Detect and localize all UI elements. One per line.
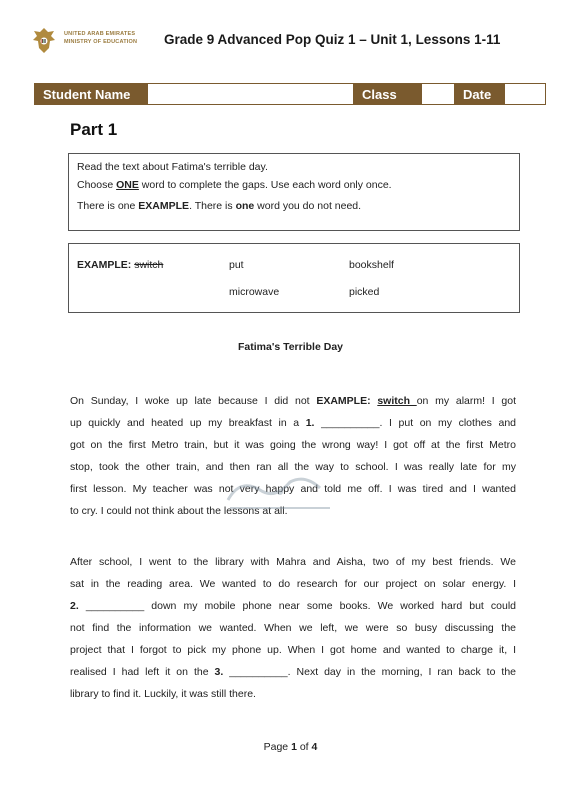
example-marker: EXAMPLE: xyxy=(316,395,371,407)
instructions-box xyxy=(68,153,520,231)
story-line xyxy=(70,390,516,412)
ministry-name xyxy=(64,30,137,46)
word-bank-item: microwave xyxy=(229,286,280,298)
example-label: EXAMPLE: xyxy=(77,259,132,271)
story-line: project that I forgot to pick my phone up. When I got home and wanted to charge it, I xyxy=(70,644,516,656)
story-line xyxy=(70,595,516,617)
gap-number: 3. xyxy=(214,666,224,678)
word-bank-box xyxy=(68,243,520,313)
story-line: sat in the reading area. We wanted to do research for our project on solar energy. I xyxy=(70,578,516,590)
class-field[interactable] xyxy=(421,84,454,104)
gap-number: 2. xyxy=(70,600,79,612)
instruction-text: There is one xyxy=(77,200,139,212)
page-number xyxy=(0,741,581,753)
text-run: realised I had left it on the xyxy=(70,666,215,678)
word-bank-item: picked xyxy=(349,286,380,298)
word-bank-item: put xyxy=(229,259,244,271)
example-entry xyxy=(77,259,163,271)
ministry-line-1: UNITED ARAB EMIRATES xyxy=(64,31,136,37)
document-title: Grade 9 Advanced Pop Quiz 1 – Unit 1, Lessons 1-11 xyxy=(164,32,501,47)
word-bank-item: bookshelf xyxy=(349,259,394,271)
story-line: first lesson. My teacher was not very happy and told me off. I was tired and I wanted xyxy=(70,483,516,495)
date-label: Date xyxy=(454,84,504,104)
story-line: not find the information we wanted. When we left, we were so busy discussing the xyxy=(70,622,516,634)
page-label: Page xyxy=(263,741,292,753)
instruction-line-1: Read the text about Fatima's terrible day. xyxy=(77,161,268,173)
document-header xyxy=(30,26,560,56)
story-line: After school, I went to the library with Mahra and Aisha, two of my best friends. We xyxy=(70,556,516,568)
current-page: 1 xyxy=(291,741,297,753)
date-field[interactable] xyxy=(504,84,545,104)
instruction-emphasis: one xyxy=(235,200,255,212)
gap-number: 1. xyxy=(305,417,315,429)
answer-gap: __________ down my mobile phone near some books. We worked hard but could xyxy=(78,600,516,612)
instruction-emphasis: ONE xyxy=(116,179,139,191)
instruction-text: . There is xyxy=(189,200,236,212)
example-word: switch xyxy=(134,259,164,271)
page-label: of xyxy=(296,741,312,753)
text-run: up quickly and heated up my breakfast in a xyxy=(70,417,306,429)
story-line xyxy=(70,661,516,683)
instruction-text: Choose xyxy=(77,179,117,191)
story-paragraph-2 xyxy=(70,551,516,705)
story-line: to cry. I could not think about the lessons at all. xyxy=(70,505,288,517)
student-info-bar xyxy=(34,83,546,105)
story-line: got on the first Metro train, but it was going the wrong way! I got off at the first Metro xyxy=(70,439,516,451)
answer-gap: __________. I put on my clothes and xyxy=(314,417,516,429)
class-label: Class xyxy=(353,84,421,104)
story-line xyxy=(70,412,516,434)
instruction-text: word you do not need. xyxy=(254,200,362,212)
answer-gap: __________. Next day in the morning, I ran back to the xyxy=(223,666,516,678)
example-answer: switch xyxy=(377,395,417,407)
text-run: on my alarm! I got xyxy=(416,395,516,407)
total-pages: 4 xyxy=(311,741,318,753)
text-run: On Sunday, I woke up late because I did not xyxy=(70,395,317,407)
instruction-line-3 xyxy=(77,200,511,212)
watermark-icon xyxy=(220,470,340,520)
student-name-label: Student Name xyxy=(35,84,147,104)
story-line: stop, took the other train, and then ran all the way to school. I was really late for my xyxy=(70,461,516,473)
student-name-field[interactable] xyxy=(147,84,353,104)
uae-emblem-icon xyxy=(30,26,58,56)
part-title: Part 1 xyxy=(70,120,118,139)
instruction-text: word to complete the gaps. Use each word only once. xyxy=(138,179,392,191)
instruction-emphasis: EXAMPLE xyxy=(138,200,190,212)
story-line: library to find it. Luckily, it was still there. xyxy=(70,688,256,700)
ministry-line-2: MINISTRY OF EDUCATION xyxy=(64,39,138,45)
story-title: Fatima's Terrible Day xyxy=(237,341,343,353)
instruction-line-2 xyxy=(77,179,511,191)
